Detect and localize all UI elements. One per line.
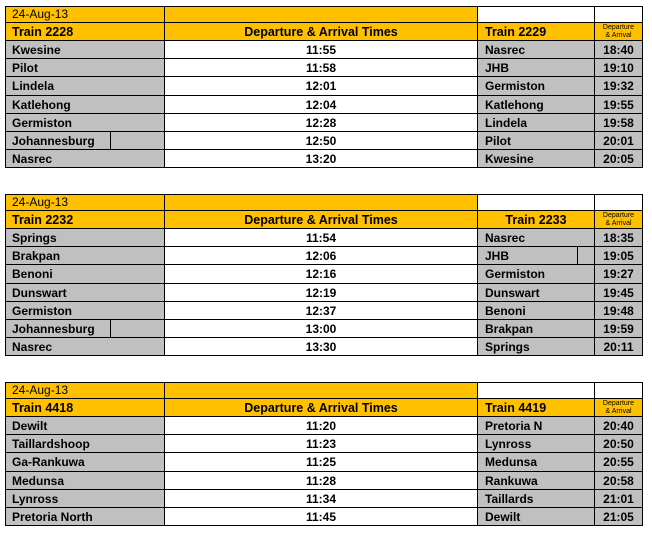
outbound-time: 13:20: [165, 150, 478, 168]
table-row: [5, 77, 643, 95]
return-time: 19:59: [595, 320, 643, 338]
table-row: [5, 284, 643, 302]
outbound-station: Brakpan: [5, 247, 165, 265]
return-time: 20:05: [595, 150, 643, 168]
table-row: [5, 320, 643, 338]
outbound-station: Johannesburg: [5, 320, 165, 338]
outbound-station: Germiston: [5, 114, 165, 132]
times-column-header: Departure & Arrival Times: [165, 211, 478, 229]
outbound-station: Taillardshoop: [5, 435, 165, 453]
return-train-number: Train 2229: [478, 23, 595, 41]
cell-divider: [110, 320, 111, 338]
return-station: Kwesine: [478, 150, 595, 168]
outbound-time: 12:06: [165, 247, 478, 265]
outbound-station: Lynross: [5, 490, 165, 508]
date-row-filler: [165, 382, 478, 399]
table-row: [5, 114, 643, 132]
outbound-time: 12:28: [165, 114, 478, 132]
table-row: [5, 417, 643, 435]
return-time: 20:50: [595, 435, 643, 453]
return-station: Brakpan: [478, 320, 595, 338]
return-time: 21:05: [595, 508, 643, 526]
dep-arr-column-header: [595, 211, 643, 229]
outbound-station: Johannesburg: [5, 132, 165, 150]
return-station: Germiston: [478, 77, 595, 95]
return-time: 19:48: [595, 302, 643, 320]
outbound-station: Nasrec: [5, 150, 165, 168]
cell-divider: [577, 247, 578, 265]
date-row-filler: [165, 6, 478, 23]
outbound-station: Germiston: [5, 302, 165, 320]
table-row: [5, 302, 643, 320]
return-station: JHB: [478, 59, 595, 77]
dep-arr-header-line: & Arrival: [605, 32, 632, 39]
date-row: [5, 194, 643, 211]
outbound-time: 11:55: [165, 41, 478, 59]
outbound-station: Benoni: [5, 265, 165, 283]
date-row-blank: [478, 194, 595, 211]
outbound-time: 13:00: [165, 320, 478, 338]
table-row: [5, 265, 643, 283]
date-label: 24-Aug-13: [5, 382, 165, 399]
outbound-train-number: Train 2232: [5, 211, 165, 229]
times-column-header: Departure & Arrival Times: [165, 23, 478, 41]
return-station: Springs: [478, 338, 595, 356]
return-station: Benoni: [478, 302, 595, 320]
date-row-filler: [165, 194, 478, 211]
outbound-station: Katlehong: [5, 96, 165, 114]
return-time: 19:10: [595, 59, 643, 77]
return-station: Rankuwa: [478, 472, 595, 490]
date-row-blank: [595, 6, 643, 23]
table-row: [5, 150, 643, 168]
return-time: 19:45: [595, 284, 643, 302]
date-row-blank: [478, 382, 595, 399]
outbound-time: 13:30: [165, 338, 478, 356]
dep-arr-header-line: & Arrival: [605, 408, 632, 415]
table-row: [5, 229, 643, 247]
outbound-time: 11:58: [165, 59, 478, 77]
outbound-time: 11:28: [165, 472, 478, 490]
return-station: Pretoria N: [478, 417, 595, 435]
return-station: Dunswart: [478, 284, 595, 302]
times-column-header: Departure & Arrival Times: [165, 399, 478, 417]
return-station: Germiston: [478, 265, 595, 283]
header-row: [5, 23, 643, 41]
cell-divider: [110, 132, 111, 150]
outbound-station: Pilot: [5, 59, 165, 77]
return-time: 19:58: [595, 114, 643, 132]
date-label: 24-Aug-13: [5, 6, 165, 23]
table-row: [5, 132, 643, 150]
outbound-time: 11:34: [165, 490, 478, 508]
table-row: [5, 508, 643, 526]
return-station: Dewilt: [478, 508, 595, 526]
return-station: Lindela: [478, 114, 595, 132]
outbound-time: 12:50: [165, 132, 478, 150]
return-time: 20:01: [595, 132, 643, 150]
outbound-station: Dunswart: [5, 284, 165, 302]
date-row: [5, 382, 643, 399]
outbound-time: 11:45: [165, 508, 478, 526]
date-row: [5, 6, 643, 23]
outbound-time: 12:37: [165, 302, 478, 320]
outbound-time: 12:19: [165, 284, 478, 302]
dep-arr-column-header: [595, 399, 643, 417]
table-row: [5, 453, 643, 471]
return-time: 20:55: [595, 453, 643, 471]
return-time: 20:58: [595, 472, 643, 490]
header-row: [5, 399, 643, 417]
outbound-time: 11:20: [165, 417, 478, 435]
table-row: [5, 96, 643, 114]
table-row: [5, 338, 643, 356]
outbound-station: Dewilt: [5, 417, 165, 435]
outbound-time: 12:16: [165, 265, 478, 283]
outbound-station: Lindela: [5, 77, 165, 95]
dep-arr-header-line: & Arrival: [605, 220, 632, 227]
return-station: Lynross: [478, 435, 595, 453]
return-time: 19:05: [595, 247, 643, 265]
table-row: [5, 490, 643, 508]
header-row: [5, 211, 643, 229]
dep-arr-header-line: Departure: [602, 24, 635, 31]
outbound-station: Pretoria North: [5, 508, 165, 526]
return-train-number: Train 2233: [478, 211, 595, 229]
outbound-time: 11:54: [165, 229, 478, 247]
return-station: Taillards: [478, 490, 595, 508]
date-row-blank: [478, 6, 595, 23]
outbound-time: 11:23: [165, 435, 478, 453]
return-time: 18:35: [595, 229, 643, 247]
outbound-station: Nasrec: [5, 338, 165, 356]
outbound-station: Medunsa: [5, 472, 165, 490]
outbound-station: Kwesine: [5, 41, 165, 59]
return-time: 20:11: [595, 338, 643, 356]
table-row: [5, 41, 643, 59]
date-row-blank: [595, 194, 643, 211]
return-station: Pilot: [478, 132, 595, 150]
table-row: [5, 59, 643, 77]
dep-arr-column-header: [595, 23, 643, 41]
return-station: Nasrec: [478, 41, 595, 59]
dep-arr-header-line: Departure: [602, 212, 635, 219]
table-row: [5, 435, 643, 453]
table-row: [5, 472, 643, 490]
return-time: 19:32: [595, 77, 643, 95]
outbound-station: Springs: [5, 229, 165, 247]
return-time: 19:27: [595, 265, 643, 283]
return-time: 18:40: [595, 41, 643, 59]
outbound-time: 12:01: [165, 77, 478, 95]
table-row: [5, 247, 643, 265]
date-label: 24-Aug-13: [5, 194, 165, 211]
outbound-station: Ga-Rankuwa: [5, 453, 165, 471]
return-station: Medunsa: [478, 453, 595, 471]
date-row-blank: [595, 382, 643, 399]
return-station: JHB: [478, 247, 595, 265]
dep-arr-header-line: Departure: [602, 400, 635, 407]
outbound-time: 12:04: [165, 96, 478, 114]
outbound-train-number: Train 4418: [5, 399, 165, 417]
outbound-time: 11:25: [165, 453, 478, 471]
return-time: 19:55: [595, 96, 643, 114]
outbound-train-number: Train 2228: [5, 23, 165, 41]
return-time: 20:40: [595, 417, 643, 435]
return-time: 21:01: [595, 490, 643, 508]
return-station: Nasrec: [478, 229, 595, 247]
return-train-number: Train 4419: [478, 399, 595, 417]
return-station: Katlehong: [478, 96, 595, 114]
